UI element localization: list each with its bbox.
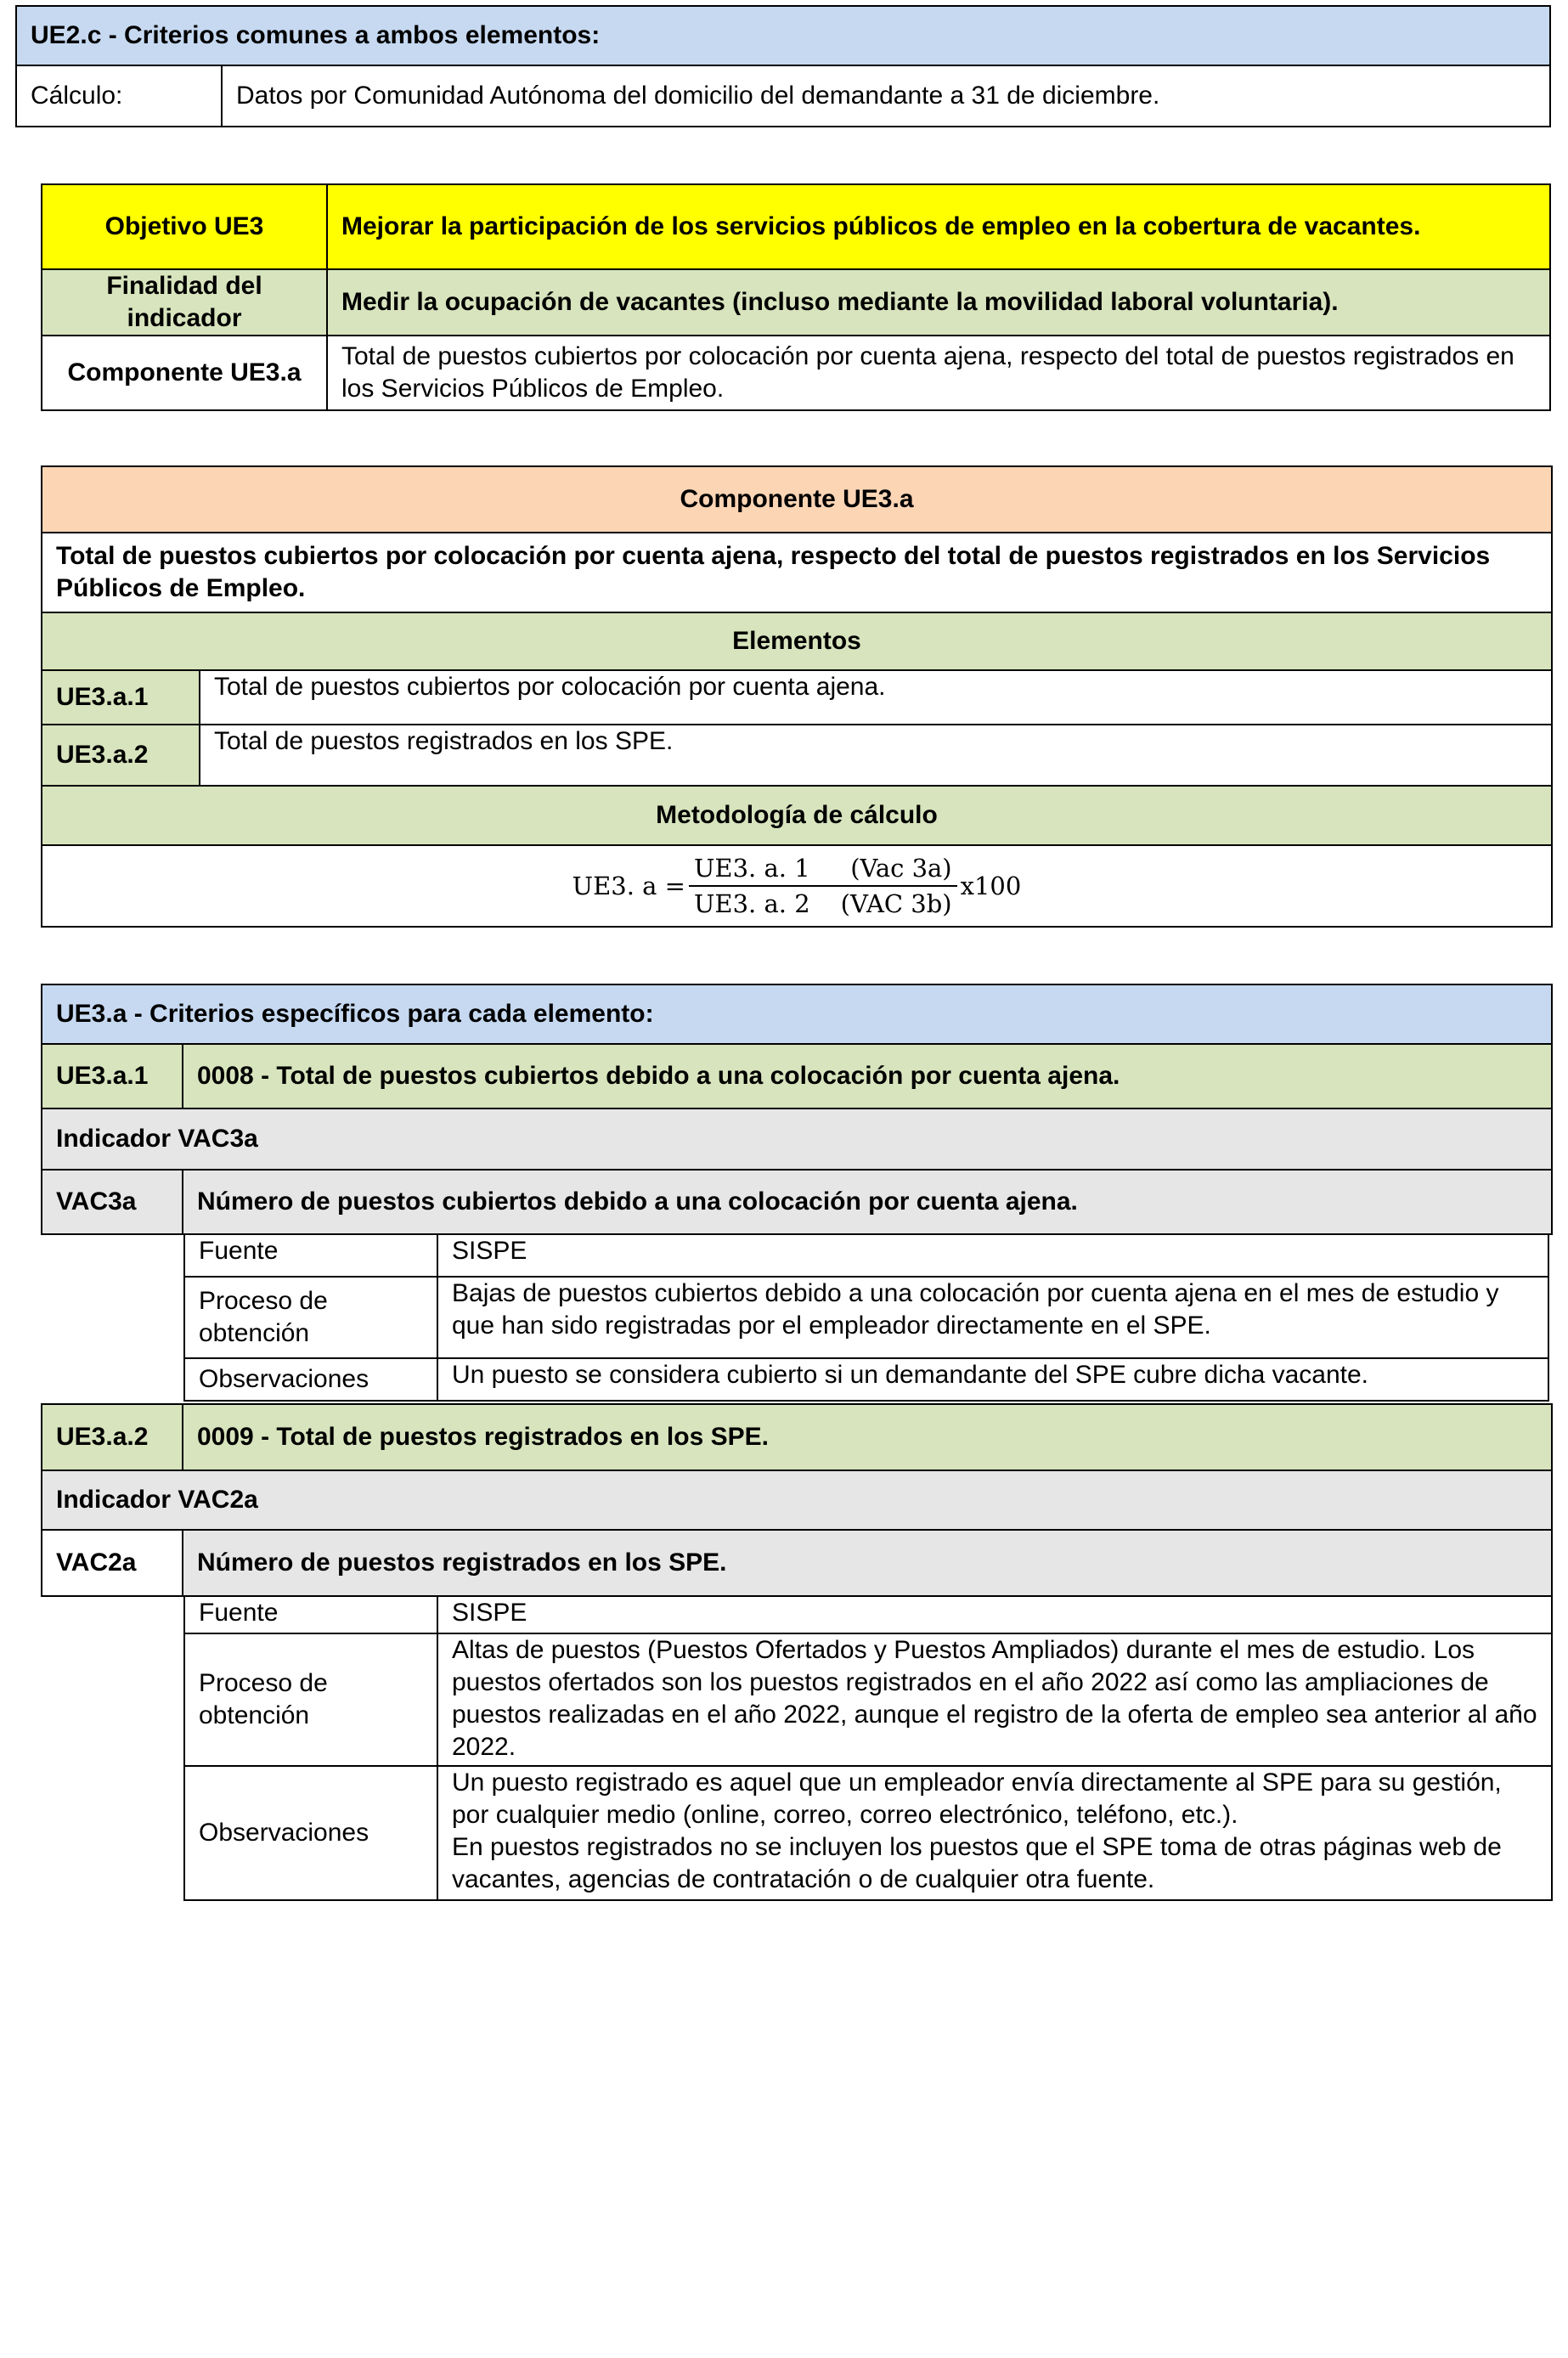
- criterios-table-1: [41, 984, 1553, 1235]
- formula-suffix: x100: [960, 872, 1022, 900]
- componente-title: Componente UE3.a: [42, 466, 1552, 533]
- formula: [56, 851, 1537, 921]
- el1-ind-title: Número de puestos cubiertos debido a una colocación por cuenta ajena.: [183, 1170, 1552, 1234]
- el2-title: 0009 - Total de puestos registrados en los SPE.: [183, 1404, 1552, 1470]
- componente-label: Componente UE3.a: [42, 336, 327, 410]
- el2-details-table: [183, 1595, 1553, 1901]
- el2-obs-value: [437, 1766, 1552, 1900]
- el1-fuente-label: Fuente: [184, 1234, 437, 1277]
- ue2c-header: UE2.c - Criterios comunes a ambos elementos:: [16, 6, 1550, 65]
- el2-indicador: Indicador VAC2a: [42, 1470, 1552, 1530]
- el1-fuente-value: SISPE: [437, 1234, 1548, 1277]
- objetivo-value: Mejorar la participación de los servicios públicos de empleo en la cobertura de vacantes.: [327, 184, 1550, 269]
- el1-proceso-label: Proceso de obtención: [184, 1277, 437, 1358]
- formula-den-left: UE3. a. 2: [693, 889, 810, 918]
- ue2c-table: [15, 5, 1551, 127]
- componente-description: Total de puestos cubiertos por colocación por cuenta ajena, respecto del total de puestos registrados en los Servicios Públicos de Empleo.: [42, 533, 1552, 612]
- criterios-header: UE3.a - Criterios específicos para cada elemento:: [42, 984, 1552, 1044]
- formula-lhs: UE3. a =: [572, 872, 685, 900]
- elementos-title: Elementos: [42, 612, 1552, 670]
- componente-value: Total de puestos cubiertos por colocación por cuenta ajena, respecto del total de puestos registrados en los Servicios Públicos de Empleo.: [327, 336, 1550, 410]
- formula-numerator: [689, 851, 957, 887]
- formula-num-right: (Vac 3a): [850, 854, 952, 883]
- el1-obs-label: Observaciones: [184, 1358, 437, 1401]
- el2-proceso-label: Proceso de obtención: [184, 1633, 437, 1766]
- formula-fraction: [689, 851, 957, 921]
- el2-proceso-value: Altas de puestos (Puestos Ofertados y Puestos Ampliados) durante el mes de estudio. Los puestos ofertados son los puestos registrados en el año 2022 así como las ampliaciones de puestos realizadas en el año 2022, aunque el registro de la oferta de empleo sea anterior al año 2022.: [437, 1633, 1552, 1766]
- elemento-code: UE3.a.1: [42, 670, 200, 725]
- calc-label: Cálculo:: [16, 65, 222, 127]
- componente-table: [41, 465, 1553, 928]
- el2-ind-title: Número de puestos registrados en los SPE.: [183, 1530, 1552, 1596]
- elemento-text: Total de puestos cubiertos por colocación por cuenta ajena.: [200, 670, 1552, 725]
- formula-num-left: UE3. a. 1: [693, 854, 810, 883]
- el1-code: UE3.a.1: [42, 1044, 183, 1108]
- el1-title: 0008 - Total de puestos cubiertos debido a una colocación por cuenta ajena.: [183, 1044, 1552, 1108]
- el2-ind-code: VAC2a: [42, 1530, 183, 1596]
- objetivo-table: [41, 183, 1551, 411]
- el1-details-table: [183, 1233, 1549, 1402]
- el2-fuente-label: Fuente: [184, 1596, 437, 1633]
- el2-obs-label: Observaciones: [184, 1766, 437, 1900]
- el1-indicador: Indicador VAC3a: [42, 1108, 1552, 1170]
- el2-code: UE3.a.2: [42, 1404, 183, 1470]
- formula-den-right: (VAC 3b): [840, 889, 952, 918]
- finalidad-value: Medir la ocupación de vacantes (incluso mediante la movilidad laboral voluntaria).: [327, 269, 1550, 336]
- el1-ind-code: VAC3a: [42, 1170, 183, 1234]
- el2-obs-paragraph: Un puesto registrado es aquel que un empleador envía directamente al SPE para su gestión, por cualquier medio (online, correo, correo electrónico, teléfono, etc.).: [452, 1768, 1502, 1829]
- elemento-code: UE3.a.2: [42, 725, 200, 786]
- el1-obs-value: Un puesto se considera cubierto si un demandante del SPE cubre dicha vacante.: [437, 1358, 1548, 1401]
- metodologia-title: Metodología de cálculo: [42, 786, 1552, 845]
- formula-denominator: [689, 887, 957, 921]
- calc-value: Datos por Comunidad Autónoma del domicilio del demandante a 31 de diciembre.: [222, 65, 1550, 127]
- el2-fuente-value: SISPE: [437, 1596, 1552, 1633]
- elemento-text: Total de puestos registrados en los SPE.: [200, 725, 1552, 786]
- el2-obs-paragraph: En puestos registrados no se incluyen los puestos que el SPE toma de otras páginas web de vacantes, agencias de contratación o de cualquier otra fuente.: [452, 1833, 1502, 1893]
- finalidad-label: Finalidad del indicador: [42, 269, 327, 336]
- el1-proceso-value: Bajas de puestos cubiertos debido a una colocación por cuenta ajena en el mes de estudio y que han sido registradas por el empleador directamente en el SPE.: [437, 1277, 1548, 1358]
- criterios-table-2: [41, 1403, 1553, 1597]
- objetivo-label: Objetivo UE3: [42, 184, 327, 269]
- formula-cell: [42, 845, 1552, 927]
